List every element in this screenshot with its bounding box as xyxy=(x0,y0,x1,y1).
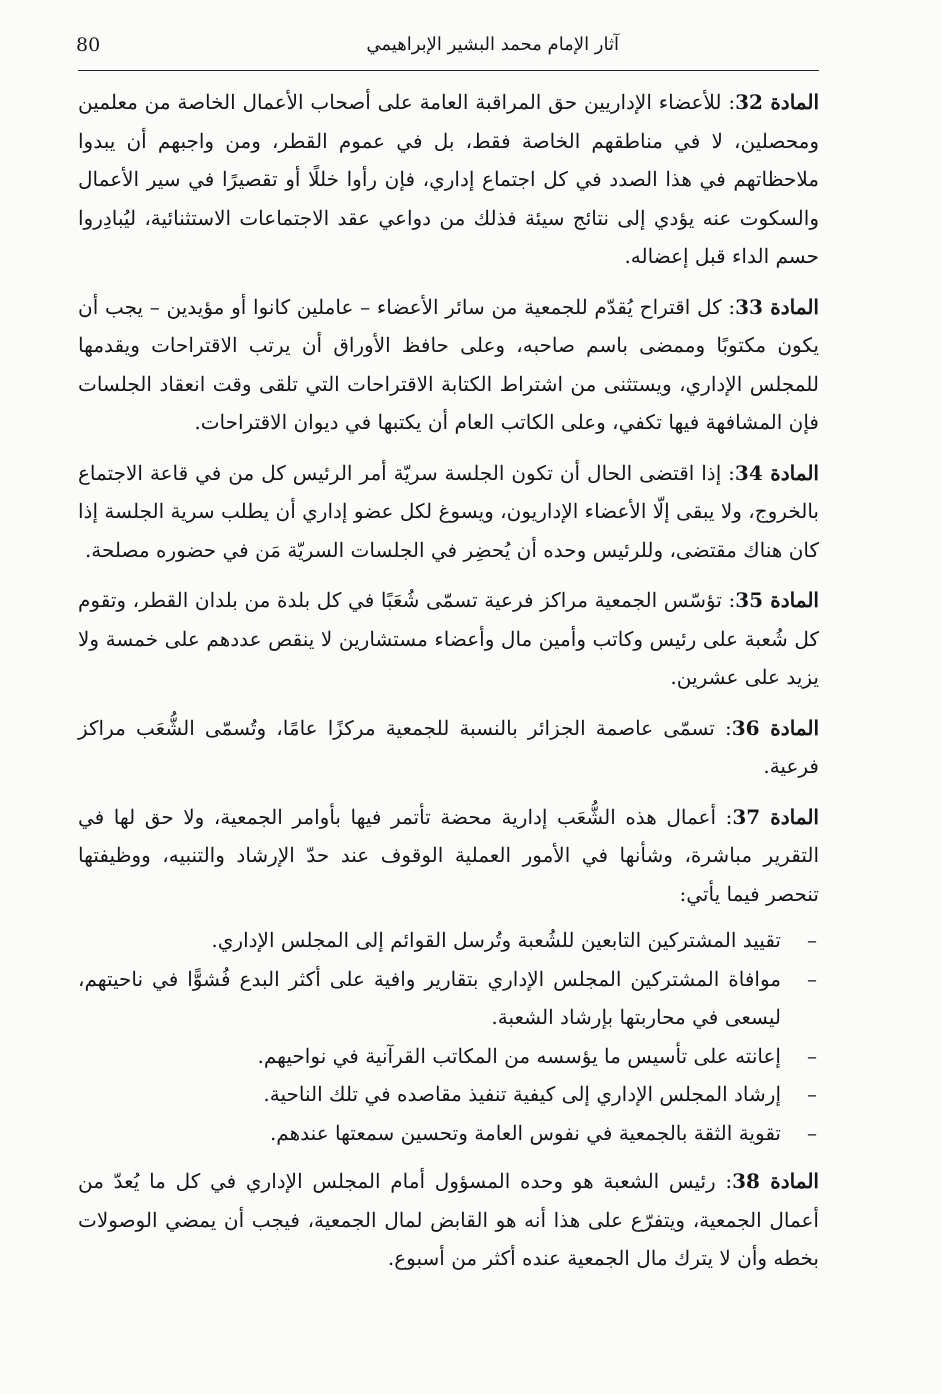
article-label: المادة 35 xyxy=(735,588,819,612)
article-label: المادة 38 xyxy=(732,1169,819,1193)
dash-bullet: – xyxy=(807,1043,817,1068)
article-label: المادة 32 xyxy=(735,90,820,114)
list-item xyxy=(78,1037,817,1076)
list-item xyxy=(78,921,817,960)
list-item xyxy=(78,960,817,1037)
article-text: تسمّى عاصمة الجزائر بالنسبة للجمعية مركزًا عامًا، وتُسمّى الشُّعَب مراكز فرعية. xyxy=(78,715,819,778)
article-text: تؤسّس الجمعية مراكز فرعية تسمّى شُعَبًا في كل بلدة من بلدان القطر، وتقوم كل شُعبة على رئيس وكاتب وأمين مال وأعضاء مستشارين لا ينقص عددهم على خمسة ولا يزيد على عشرين. xyxy=(78,588,819,689)
page-header xyxy=(78,34,819,71)
article-label: المادة 37 xyxy=(732,804,819,829)
article-35: المادة 35: تؤسّس الجمعية مراكز فرعية تسمّى شُعَبًا في كل بلدة من بلدان القطر، وتقوم كل شُعبة على رئيس وكاتب وأمين مال وأعضاء مستشارين لا ينقص عددهم على خمسة ولا يزيد على عشرين. xyxy=(78,588,819,689)
article-text: إذا اقتضى الحال أن تكون الجلسة سريّة أمر الرئيس كل من في قاعة الاجتماع بالخروج، ولا يبقى إلّا الأعضاء الإداريون، ويسوغ لكل عضو إداري أن يطلب سرية الجلسة إذا كان هناك مقتضى، وللرئيس وحده أن يُحضِر في الجلسات السريّة مَن في حضوره مصلحة. xyxy=(78,460,819,562)
article-37: المادة 37: أعمال هذه الشُّعَب إدارية محضة تأتمر فيها بأوامر الجمعية، ولا حق لها في التقرير مباشرة، وشأنها في الأمور العملية الوقوف عند حدّ الإرشاد والتنبيه، ووظيفتها تنحصر فيما يأتي: xyxy=(78,804,819,906)
article-label: المادة 34 xyxy=(734,460,819,485)
dash-bullet: – xyxy=(807,1082,817,1106)
article-32: المادة 32: للأعضاء الإداريين حق المراقبة العامة على أصحاب الأعمال الخاصة من معلمين ومحصلين، لا في مناطقهم الخاصة فقط، بل في عموم القطر، ومن واجبهم أن يبدوا ملاحظاتهم في هذا الصدد في كل اجتماع إداري، فإن رأوا خللًا أو تقصيرًا في سير الأعمال والسكوت عنه يؤدي إلى نتائج سيئة فذلك من دواعي عقد الاجتماعات الاستثنائية، ليُبادِروا حسم الداء قبل إعضاله. xyxy=(78,90,820,268)
list-item-text: إعانته على تأسيس ما يؤسسه من المكاتب القرآنية في نواحيهم. xyxy=(257,1043,781,1068)
article-33: المادة 33: كل اقتراح يُقدّم للجمعية من سائر الأعضاء – عاملين كانوا أو مؤيدين – يجب أن يكون مكتوبًا وممضى باسم صاحبه، وعلى حافظ الأوراق أن يرتب الاقتراحات ويقدمها للمجلس الإداري، ويستثنى من اشتراط الكتابة الاقتراحات التي تلقى وقت انعقاد الجلسات فإن المشافهة فيها تكفي، وعلى الكاتب العام أن يكتبها في ديوان الاقتراحات. xyxy=(78,294,820,434)
list-item-text: موافاة المشتركين المجلس الإداري بتقارير وافية على أكثر البدع فُشوًّا في ناحيتهم، ليسعى في محاربتها بإرشاد الشعبة. xyxy=(78,966,781,1029)
dash-bullet: – xyxy=(807,966,817,991)
list-item-text: إرشاد المجلس الإداري إلى كيفية تنفيذ مقاصده في تلك الناحية. xyxy=(263,1082,781,1106)
list-item-text: تقوية الثقة بالجمعية في نفوس العامة وتحسين سمعتها عندهم. xyxy=(269,1120,781,1145)
article-34: المادة 34: إذا اقتضى الحال أن تكون الجلسة سريّة أمر الرئيس كل من في قاعة الاجتماع بالخروج، ولا يبقى إلّا الأعضاء الإداريون، ويسوغ لكل عضو إداري أن يطلب سرية الجلسة إذا كان هناك مقتضى، وللرئيس وحده أن يُحضِر في الجلسات السريّة مَن في حضوره مصلحة. xyxy=(78,460,819,562)
article-text: كل اقتراح يُقدّم للجمعية من سائر الأعضاء – عاملين كانوا أو مؤيدين – يجب أن يكون مكتوبًا وممضى باسم صاحبه، وعلى حافظ الأوراق أن يرتب الاقتراحات ويقدمها للمجلس الإداري، ويستثنى من اشتراط الكتابة الاقتراحات التي تلقى وقت انعقاد الجلسات فإن المشافهة فيها تكفي، وعلى الكاتب العام أن يكتبها في ديوان الاقتراحات. xyxy=(78,294,820,434)
article-text: أعمال هذه الشُّعَب إدارية محضة تأتمر فيها بأوامر الجمعية، ولا حق لها في التقرير مباشرة، وشأنها في الأمور العملية الوقوف عند حدّ الإرشاد والتنبيه، ووظيفتها تنحصر فيما يأتي: xyxy=(78,804,819,906)
list-item xyxy=(78,1075,817,1114)
article-37-list xyxy=(78,921,819,1152)
page-body xyxy=(78,71,819,1278)
page-number: 80 xyxy=(76,34,101,56)
list-item xyxy=(78,1114,817,1153)
article-36: المادة 36: تسمّى عاصمة الجزائر بالنسبة للجمعية مركزًا عامًا، وتُسمّى الشُّعَب مراكز فرعية. xyxy=(78,715,819,778)
dash-bullet: – xyxy=(807,1120,817,1145)
article-text: للأعضاء الإداريين حق المراقبة العامة على أصحاب الأعمال الخاصة من معلمين ومحصلين، لا في مناطقهم الخاصة فقط، بل في عموم القطر، ومن واجبهم أن يبدوا ملاحظاتهم في هذا الصدد في كل اجتماع إداري، فإن رأوا خللًا أو تقصيرًا في سير الأعمال والسكوت عنه يؤدي إلى نتائج سيئة فذلك من دواعي عقد الاجتماعات الاستثنائية، ليُبادِروا حسم الداء قبل إعضاله. xyxy=(78,90,819,268)
list-item-text: تقييد المشتركين التابعين للشُعبة وتُرسل القوائم إلى المجلس الإداري. xyxy=(211,928,781,952)
running-title: آثار الإمام محمد البشير الإبراهيمي xyxy=(366,34,619,55)
article-text: رئيس الشعبة هو وحده المسؤول أمام المجلس الإداري في كل ما يُعدّ من أعمال الجمعية، ويتفرّع على هذا أنه هو القابض لمال الجمعية، فيجب أن يمضي الوصولات بخطه وأن لا يترك مال الجمعية عنده أكثر من أسبوع. xyxy=(78,1169,819,1270)
dash-bullet: – xyxy=(807,928,817,952)
article-38: المادة 38: رئيس الشعبة هو وحده المسؤول أمام المجلس الإداري في كل ما يُعدّ من أعمال الجمعية، ويتفرّع على هذا أنه هو القابض لمال الجمعية، فيجب أن يمضي الوصولات بخطه وأن لا يترك مال الجمعية عنده أكثر من أسبوع. xyxy=(78,1169,819,1270)
article-label: المادة 33 xyxy=(735,294,819,319)
article-label: المادة 36 xyxy=(731,715,819,740)
